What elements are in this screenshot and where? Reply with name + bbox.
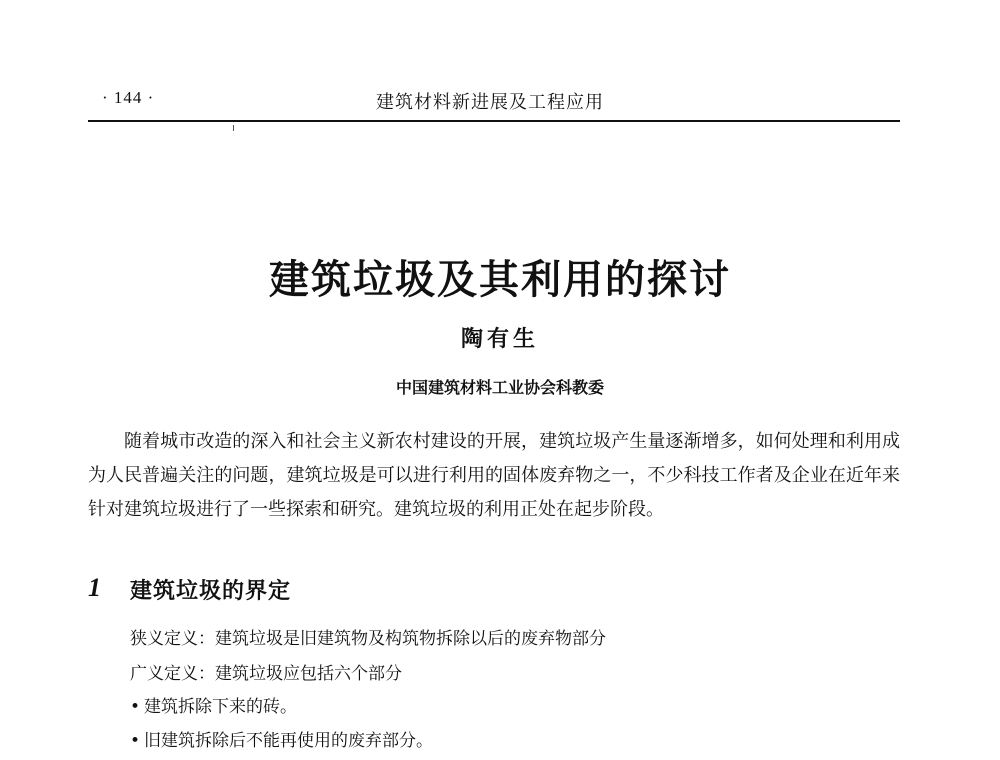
book-title: 建筑材料新进展及工程应用 [376, 92, 604, 113]
broad-definition: 广义定义：建筑垃圾应包括六个部分 [130, 664, 402, 684]
narrow-definition: 狭义定义：建筑垃圾是旧建筑物及构筑物拆除以后的废弃物部分 [130, 629, 606, 649]
bullet-icon: • [130, 731, 141, 751]
author-name: 陶有生 [460, 326, 539, 352]
list-item [130, 692, 433, 726]
running-header [88, 88, 900, 116]
list-item-text: 旧建筑拆除后不能再使用的废弃部分。 [144, 731, 434, 751]
header-divider [88, 120, 900, 122]
section-number: 1 [88, 573, 101, 602]
list-item [130, 726, 433, 760]
abstract-paragraph: 随着城市改造的深入和社会主义新农村建设的开展，建筑垃圾产生量逐渐增多，如何处理和利用成为人民普遍关注的问题，建筑垃圾是可以进行利用的固体废弃物之一，不少科技工作者及企业在近年来针对建筑垃圾进行了一些探索和研究。建筑垃圾的利用正处在起步阶段。 [88, 431, 900, 520]
section-title: 建筑垃圾的界定 [130, 579, 292, 604]
author-affiliation: 中国建筑材料工业协会科教委 [395, 378, 604, 397]
bullet-icon: • [130, 697, 141, 717]
composition-list [130, 692, 433, 760]
list-item-text: 建筑拆除下来的砖。 [144, 697, 298, 717]
scan-mark [233, 125, 234, 131]
article-title: 建筑垃圾及其利用的探讨 [269, 256, 731, 303]
page-number: · 144 · [102, 88, 155, 107]
